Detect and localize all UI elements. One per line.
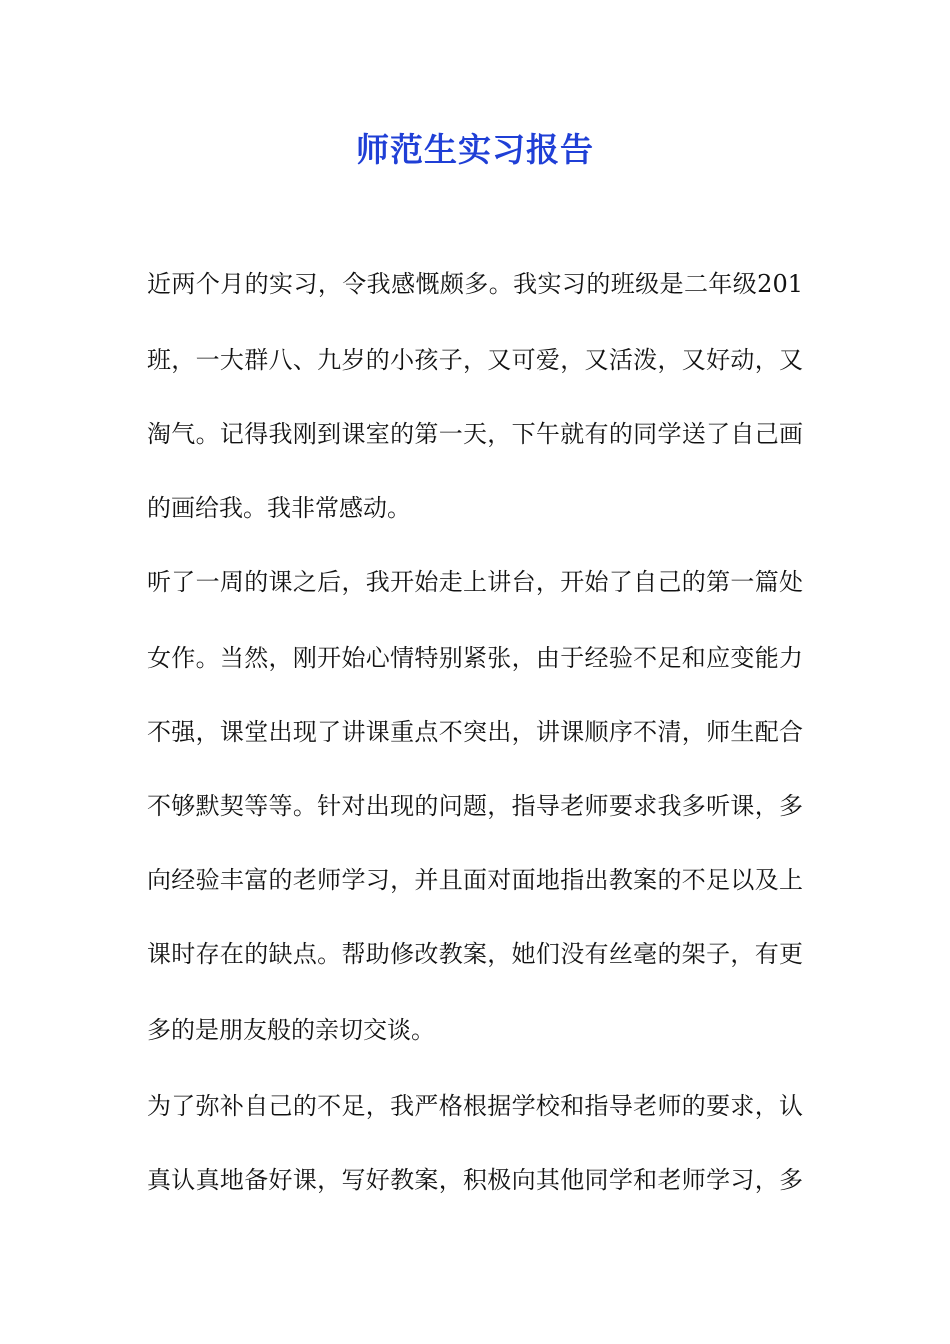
paragraph-3-line-2: 真认真地备好课，写好教案，积极向其他同学和老师学习，多 <box>147 1166 803 1194</box>
paragraph-2-line-4: 不够默契等等。针对出现的问题，指导老师要求我多听课，多 <box>147 792 803 820</box>
paragraph-1-line-2: 班，一大群八、九岁的小孩子，又可爱，又活泼，又好动，又 <box>147 346 803 374</box>
paragraph-2-line-1: 听了一周的课之后，我开始走上讲台，开始了自己的第一篇处 <box>147 568 803 596</box>
paragraph-2-line-6: 课时存在的缺点。帮助修改教案，她们没有丝毫的架子，有更 <box>147 940 803 968</box>
paragraph-1-line-4: 的画给我。我非常感动。 <box>147 494 411 522</box>
paragraph-2-line-7: 多的是朋友般的亲切交谈。 <box>147 1016 435 1044</box>
paragraph-3-line-1: 为了弥补自己的不足，我严格根据学校和指导老师的要求，认 <box>147 1092 803 1120</box>
paragraph-1-line-1: 近两个月的实习，令我感慨颇多。我实习的班级是二年级201 <box>147 270 803 298</box>
document-title: 师范生实习报告 <box>356 130 594 169</box>
paragraph-2-line-3: 不强，课堂出现了讲课重点不突出，讲课顺序不清，师生配合 <box>147 718 803 746</box>
paragraph-2-line-2: 女作。当然，刚开始心情特别紧张，由于经验不足和应变能力 <box>147 644 803 672</box>
paragraph-2-line-5: 向经验丰富的老师学习，并且面对面地指出教案的不足以及上 <box>147 866 803 894</box>
paragraph-1-line-3: 淘气。记得我刚到课室的第一天，下午就有的同学送了自己画 <box>147 420 803 448</box>
